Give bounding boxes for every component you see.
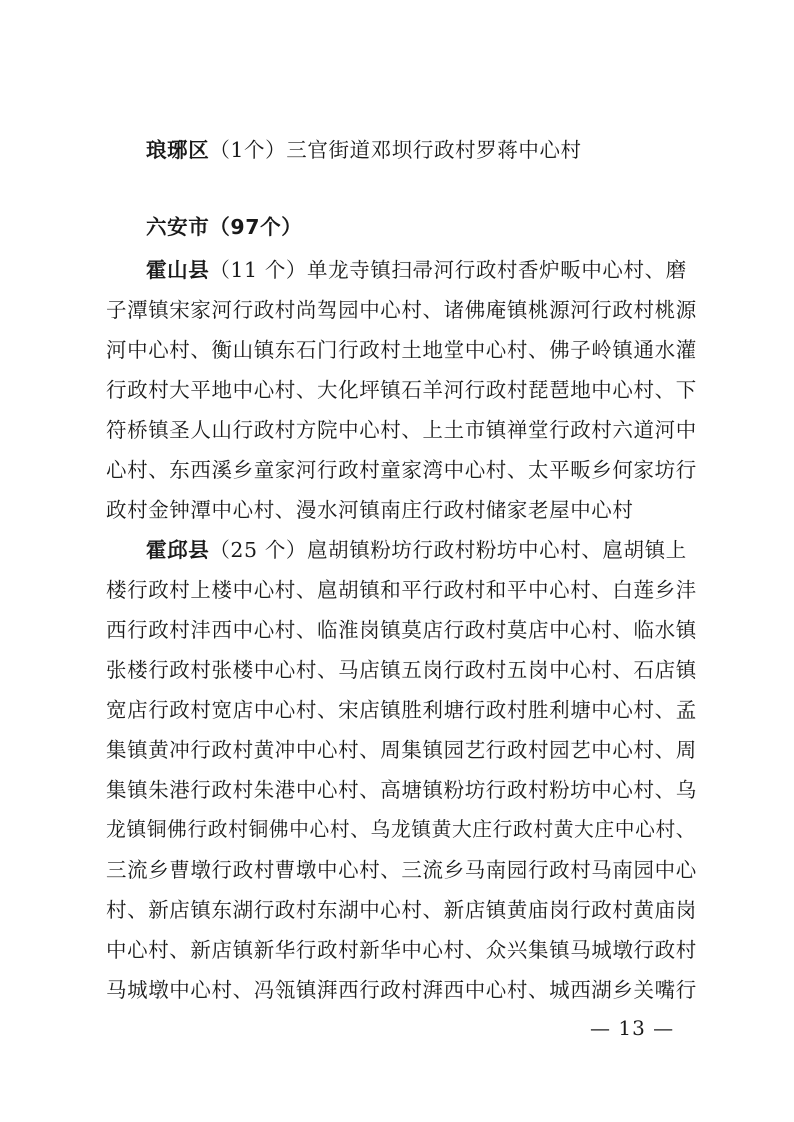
langya-district-name: 琅琊区 xyxy=(146,138,210,162)
huoqiu-line-5: 集镇黄冲行政村黄冲中心村、周集镇园艺行政村园艺中心村、周 xyxy=(106,738,697,762)
huoshan-entry-first-line xyxy=(146,258,696,282)
langya-entry xyxy=(146,138,696,162)
huoqiu-county-name: 霍邱县 xyxy=(146,538,210,562)
huoqiu-line-8: 三流乡曹墩行政村曹墩中心村、三流乡马南园行政村马南园中心 xyxy=(106,858,697,882)
huoshan-line-4: 符桥镇圣人山行政村方院中心村、上土市镇禅堂行政村六道河中 xyxy=(106,418,697,442)
huoshan-line-5: 心村、东西溪乡童家河行政村童家湾中心村、太平畈乡何家坊行 xyxy=(106,458,697,482)
huoshan-line-3: 行政村大平地中心村、大化坪镇石羊河行政村琵琶地中心村、下 xyxy=(106,378,697,402)
huoshan-line-0: （11 个）单龙寺镇扫帚河行政村香炉畈中心村、磨 xyxy=(209,258,687,282)
huoshan-line-1: 子潭镇宋家河行政村尚驾园中心村、诸佛庵镇桃源河行政村桃源 xyxy=(106,298,697,322)
huoqiu-line-6: 集镇朱港行政村朱港中心村、高塘镇粉坊行政村粉坊中心村、乌 xyxy=(106,778,697,802)
huoqiu-line-0: （25 个）扈胡镇粉坊行政村粉坊中心村、扈胡镇上 xyxy=(209,538,687,562)
huoqiu-line-3: 张楼行政村张楼中心村、马店镇五岗行政村五岗中心村、石店镇 xyxy=(106,658,697,682)
huoqiu-line-10: 中心村、新店镇新华行政村新华中心村、众兴集镇马城墩行政村 xyxy=(106,938,697,962)
huoqiu-entry-first-line xyxy=(146,538,696,562)
huoshan-line-2: 河中心村、衡山镇东石门行政村土地堂中心村、佛子岭镇通水灌 xyxy=(106,338,697,362)
huoqiu-line-7: 龙镇铜佛行政村铜佛中心村、乌龙镇黄大庄行政村黄大庄中心村、 xyxy=(106,818,697,841)
huoqiu-line-1: 楼行政村上楼中心村、扈胡镇和平行政村和平中心村、白莲乡沣 xyxy=(106,578,697,602)
page-number: — 13 — xyxy=(590,1016,675,1040)
huoshan-line-6: 政村金钟潭中心村、漫水河镇南庄行政村储家老屋中心村 xyxy=(106,498,634,522)
huoqiu-line-4: 宽店行政村宽店中心村、宋店镇胜利塘行政村胜利塘中心村、孟 xyxy=(106,698,697,722)
huoshan-county-name: 霍山县 xyxy=(146,258,210,282)
huoqiu-line-11: 马城墩中心村、冯瓴镇湃西行政村湃西中心村、城西湖乡关嘴行 xyxy=(106,978,697,1002)
langya-district-text: （1个）三官街道邓坝行政村罗蒋中心村 xyxy=(209,138,582,162)
luan-city-heading: 六安市（97个） xyxy=(146,215,303,239)
huoqiu-line-9: 村、新店镇东湖行政村东湖中心村、新店镇黄庙岗行政村黄庙岗 xyxy=(106,898,697,922)
huoqiu-line-2: 西行政村沣西中心村、临淮岗镇莫店行政村莫店中心村、临水镇 xyxy=(106,618,697,642)
